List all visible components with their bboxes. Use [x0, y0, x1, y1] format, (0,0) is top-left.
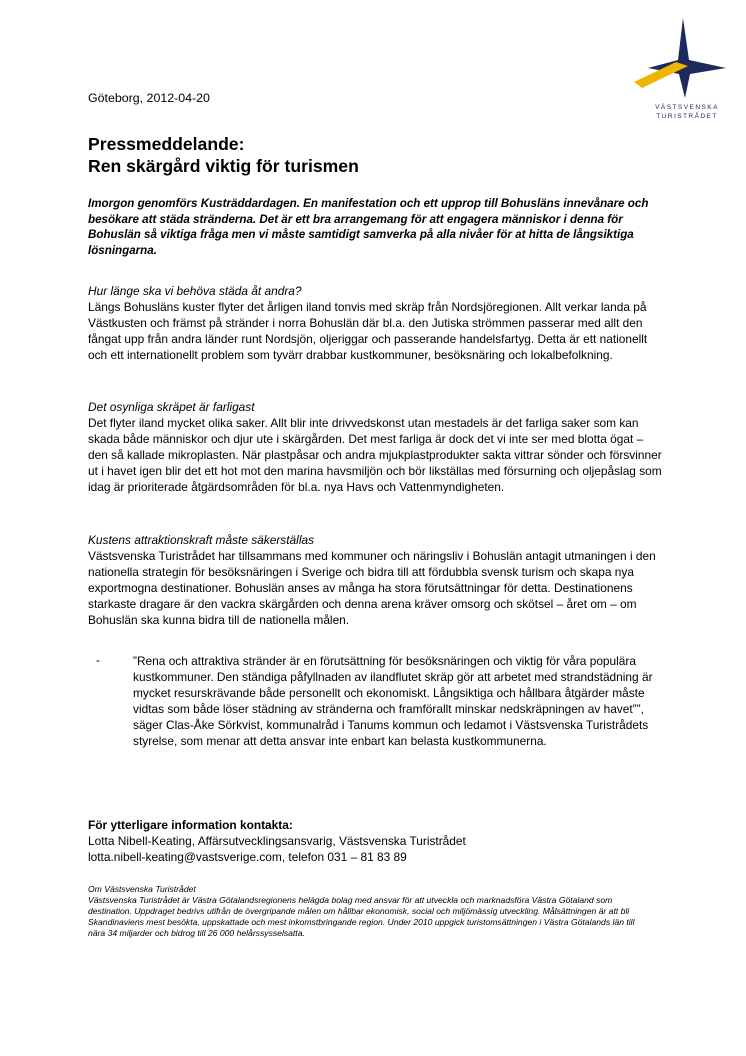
about-body: Västsvenska Turistrådet är Västra Götalandsregionens helägda bolag med ansvar för att utveckla och marknadsföra Västra Götaland som destination. Uppdraget bedrivs utifrån de övergripande målen om hållbar ekonomisk, social och miljömässig utveckling. Målsättningen är att bli Skandinaviens mest besökta, uppskattade och mest inkomstbringande region. Under 2010 uppgick turistomsättningen i Västra Götalands län till nära 34 miljarder och bidrog till 26 000 helårssysselsatta. [88, 895, 635, 938]
contact-block [88, 817, 466, 865]
logo-line-1: VÄSTSVENSKA [655, 104, 719, 111]
lead-paragraph: Imorgon genomförs Kusträddardagen. En manifestation och ett upprop till Bohusläns innevånare och besökare att städa stränderna. Det är ett bra arrangemang för att engagera människor i denna för Bohuslän så viktiga fråga men vi måste samtidigt samverka på alla nivåer för at hitta de långsiktiga lösningarna. [88, 197, 649, 257]
page-title [88, 133, 359, 177]
section-heading: Hur länge ska vi behöva städa åt andra? [88, 284, 302, 298]
about-heading: Om Västsvenska Turistrådet [88, 884, 196, 894]
vastsvenska-turistradet-logo [628, 16, 728, 124]
logo-wordmark [642, 103, 732, 121]
section-heading: Det osynliga skräpet är farligast [88, 400, 255, 414]
dateline: Göteborg, 2012-04-20 [88, 91, 210, 105]
title-line-1: Pressmeddelande: [88, 134, 245, 154]
contact-name: Lotta Nibell-Keating, Affärsutvecklingsansvarig, Västsvenska Turistrådet [88, 834, 466, 848]
logo-line-2: TURISTRÅDET [656, 113, 718, 120]
section-3 [88, 532, 663, 628]
star-logo-icon [628, 16, 728, 106]
about-block [88, 884, 648, 939]
section-body: Västsvenska Turistrådet har tillsammans med kommuner och näringsliv i Bohuslän antagit utmaningen i den nationella strategin för besöksnäringen i Sverige och bidra till att fördubbla svensk turism och skapa nya exportmogna destinationer. Bohuslän anses av många ha stora förutsättningar för detta. Destinationens starkaste dragare är den vackra skärgården och denna arena kräver omsorg och skötsel – året om – om Bohuslän ska kunna bidra till de nationella målen. [88, 549, 656, 627]
quote-bullet: - [96, 653, 100, 667]
section-heading: Kustens attraktionskraft måste säkerställas [88, 533, 315, 547]
contact-heading: För ytterligare information kontakta: [88, 818, 293, 832]
quote-paragraph: ”Rena och attraktiva stränder är en förutsättning för besöksnäringen och viktig för våra populära kustkommuner. Den ständiga påfyllnaden av ilandflutet skräp gör att arbetet med strandstädning är mycket resurskrävande både personellt och ekonomiskt. Långsiktiga och hållbara åtgärder måste vidtas som både löser städning av stränderna och framförallt minskar nedskräpningen av havet””, säger Clas-Åke Sörkvist, kommunalråd i Tanums kommun och ledamot i Västsvenska Turistrådets styrelse, som menar att detta ansvar inte enbart kan belasta kustkommunerna. [133, 654, 653, 748]
section-body: Längs Bohusläns kuster flyter det årligen iland tonvis med skräp från Nordsjöregionen. Allt verkar landa på Västkusten och främst på stränder i norra Bohuslän där bl.a. den Jutiska strömmen passerar med allt den fångat upp från andra länder runt Nordsjön, oljeriggar och passerande handelsfartyg. Detta är ett nationellt och ett internationellt problem som tyvärr drabbar kustkommuner, besöksnäring och lokalbefolkning. [88, 300, 648, 362]
section-body: Det flyter iland mycket olika saker. Allt blir inte drivvedskonst utan mestadels är det farliga saker som kan skada både människor och djur ute i skärgården. Det mest farliga är dock det vi inte ser med blotta ögat – den så kallade mikroplasten. När plastpåsar och andra mjukplastprodukter sakta vittrar sönder och försvinner ut i havet igen blir det ett hot mot den marina havsmiljön och bör likställas med försurning och oljepåslag som idag är prioriterade åtgärdsområden för bl.a. nya Havs och Vattenmyndigheten. [88, 416, 662, 494]
section-2 [88, 399, 663, 495]
contact-details: lotta.nibell-keating@vastsverige.com, telefon 031 – 81 83 89 [88, 850, 407, 864]
title-line-2: Ren skärgård viktig för turismen [88, 156, 359, 176]
section-1 [88, 283, 663, 363]
